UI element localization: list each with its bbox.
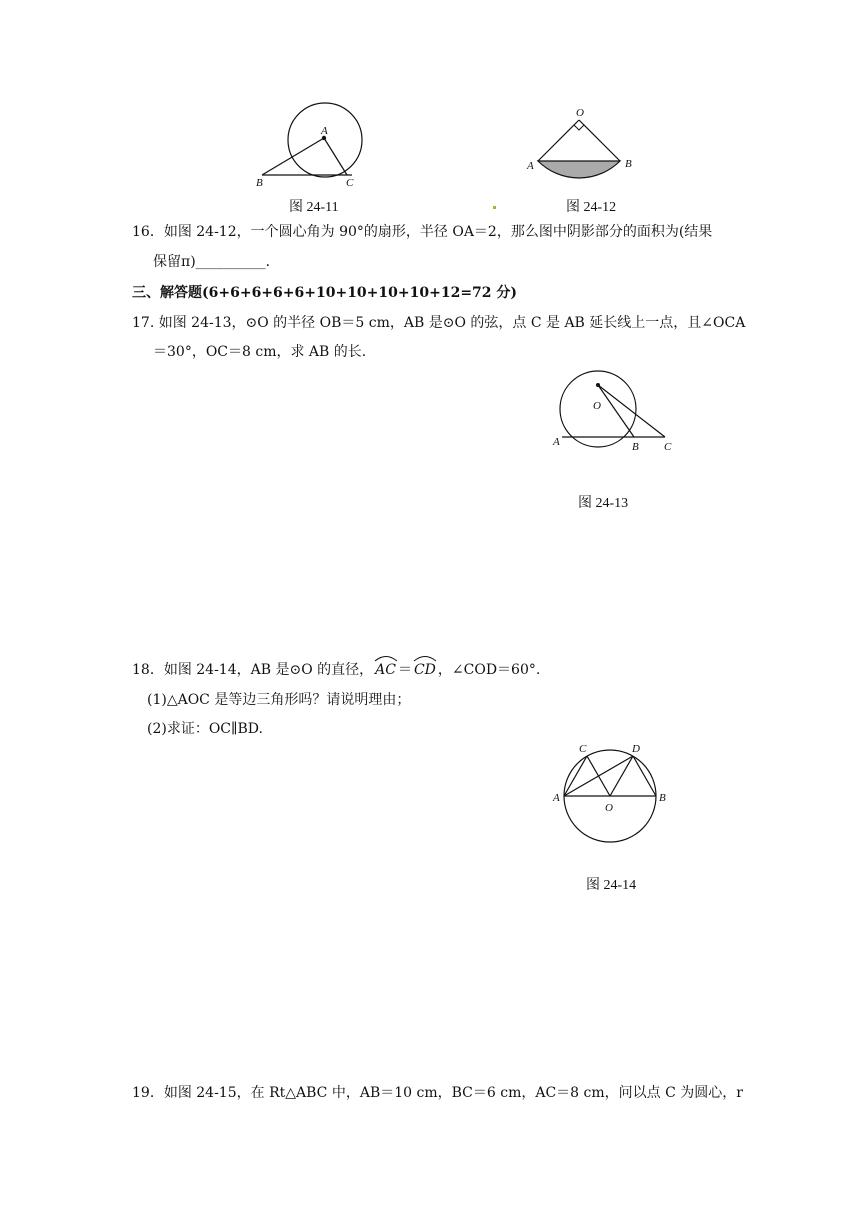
- caption-24-12: 图 24-12: [566, 200, 617, 215]
- label-C: C: [346, 177, 354, 189]
- label-C: C: [664, 441, 672, 453]
- label-A: A: [527, 160, 534, 172]
- line-AD: [564, 756, 633, 796]
- section-3-heading: 三、解答题(6+6+6+6+6+10+10+10+10+12=72 分): [132, 285, 518, 301]
- line-DB: [633, 756, 656, 796]
- label-O: O: [593, 400, 601, 412]
- line-OA: [538, 120, 579, 161]
- label-B: B: [632, 441, 639, 453]
- label-A: A: [553, 792, 560, 804]
- figure-24-12: [520, 103, 645, 193]
- label-B: B: [625, 158, 632, 170]
- question-17-line1: 17. 如图 24-13，⊙O 的半径 OB＝5 cm，AB 是⊙O 的弦，点 C 是 AB 延长线上一点，且∠OCA: [132, 315, 746, 331]
- label-B: B: [256, 177, 263, 189]
- caption-24-14: 图 24-14: [586, 878, 637, 893]
- line-OB: [579, 120, 620, 161]
- question-19-line1: 19．如图 24-15，在 Rt△ABC 中，AB＝10 cm，BC＝6 cm，AC＝8 cm，问以点 C 为圆心，r: [132, 1085, 743, 1101]
- line-AB: [262, 138, 324, 175]
- point-O: [596, 383, 600, 387]
- line-OB: [598, 385, 634, 437]
- label-C: C: [579, 743, 587, 755]
- question-18-prefix: 18．如图 24-14，AB 是⊙O 的直径，: [132, 662, 374, 678]
- arc-CD: CD: [412, 660, 438, 680]
- question-16-line1: 16．如图 24-12，一个圆心角为 90°的扇形，半径 OA＝2，那么图中阴影部分的面积为(结果: [132, 224, 713, 240]
- arc-AC: AC: [373, 660, 398, 680]
- right-angle-mark: [574, 125, 584, 130]
- label-B: B: [659, 792, 666, 804]
- shaded-segment: [538, 161, 620, 178]
- label-A: A: [321, 125, 328, 137]
- question-18-part2: (2)求证：OC∥BD.: [147, 721, 263, 737]
- question-17-line2: ＝30°，OC＝8 cm，求 AB 的长．: [153, 344, 376, 360]
- figure-24-14: [548, 740, 678, 845]
- question-16-line2: 保留π)__________．: [153, 254, 280, 270]
- question-18-part1: (1)△AOC 是等边三角形吗？请说明理由；: [147, 692, 411, 708]
- figure-24-11: [250, 95, 380, 195]
- line-OC: [598, 385, 665, 437]
- question-18-line1: [132, 660, 540, 680]
- caption-24-11: 图 24-11: [289, 200, 339, 215]
- green-dot-mark: [493, 206, 496, 209]
- label-O: O: [576, 107, 584, 119]
- label-A: A: [553, 436, 560, 448]
- question-18-suffix: ，∠COD＝60°.: [437, 662, 541, 678]
- label-O: O: [605, 802, 613, 814]
- figure-24-13: [550, 365, 680, 460]
- caption-24-13: 图 24-13: [578, 496, 629, 511]
- line-AC: [324, 138, 347, 175]
- equals-sign: ＝: [397, 662, 412, 678]
- label-D: D: [632, 743, 640, 755]
